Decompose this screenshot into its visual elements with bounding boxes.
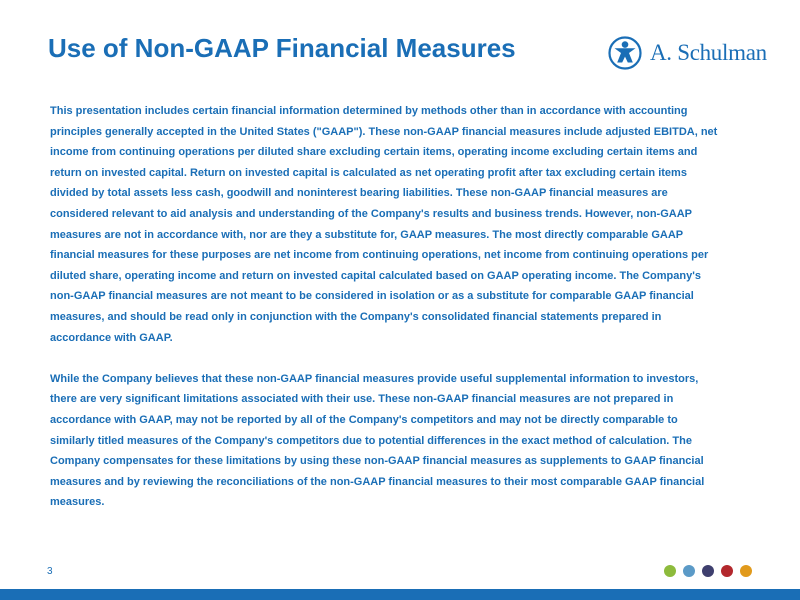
orange-dot (740, 565, 752, 577)
light-blue-dot (683, 565, 695, 577)
bottom-bar (0, 589, 800, 600)
page-number: 3 (47, 566, 53, 577)
schulman-figure-logo-icon (608, 36, 642, 70)
red-dot (721, 565, 733, 577)
navy-dot (702, 565, 714, 577)
company-logo (608, 33, 768, 73)
paragraph-2: While the Company believes that these non-GAAP financial measures provide useful supplemental information to investors, there are very significant limitations associated with their use. These non-GAAP financial measures are not prepared in accordance with GAAP, may not be reported by all of the Company's competitors and may not be directly comparable to similarly titled measures of the Company's competitors due to potential differences in the exact method of calculation. The Company compensates for these limitations by using these non-GAAP financial measures as supplements to GAAP financial measures and by reviewing the reconciliations of the non-GAAP financial measures to their most comparable GAAP financial measures. (50, 372, 705, 509)
paragraph-1: This presentation includes certain financial information determined by methods other than in accordance with accounting principles generally accepted in the United States ("GAAP"). These non-GAAP financial measures include adjusted EBITDA, net income from continuing operations per diluted share excluding certain items, operating income excluding certain items and return on invested capital. Return on invested capital is calculated as net operating profit after tax excluding certain items divided by total assets less cash, goodwill and noninterest bearing liabilities. These non-GAAP financial measures are considered relevant to aid analysis and understanding of the Company's results and business trends. However, non-GAAP measures are not in accordance with, nor are they a substitute for, GAAP measures. The most directly comparable GAAP financial measures for these purposes are net income from continuing operations, net income from continuing operations per diluted share, operating income and return on invested capital calculated based on GAAP operating income. The Company's non-GAAP financial measures are not meant to be considered in isolation or as a substitute for comparable GAAP financial measures, and should be read only in conjunction with the Company's consolidated financial statements prepared in accordance with GAAP. (50, 105, 718, 344)
slide-title: Use of Non-GAAP Financial Measures (48, 33, 516, 63)
green-dot (664, 565, 676, 577)
footer-dots (664, 565, 759, 578)
logo-text: A. Schulman (650, 40, 767, 65)
body-text (50, 101, 720, 513)
